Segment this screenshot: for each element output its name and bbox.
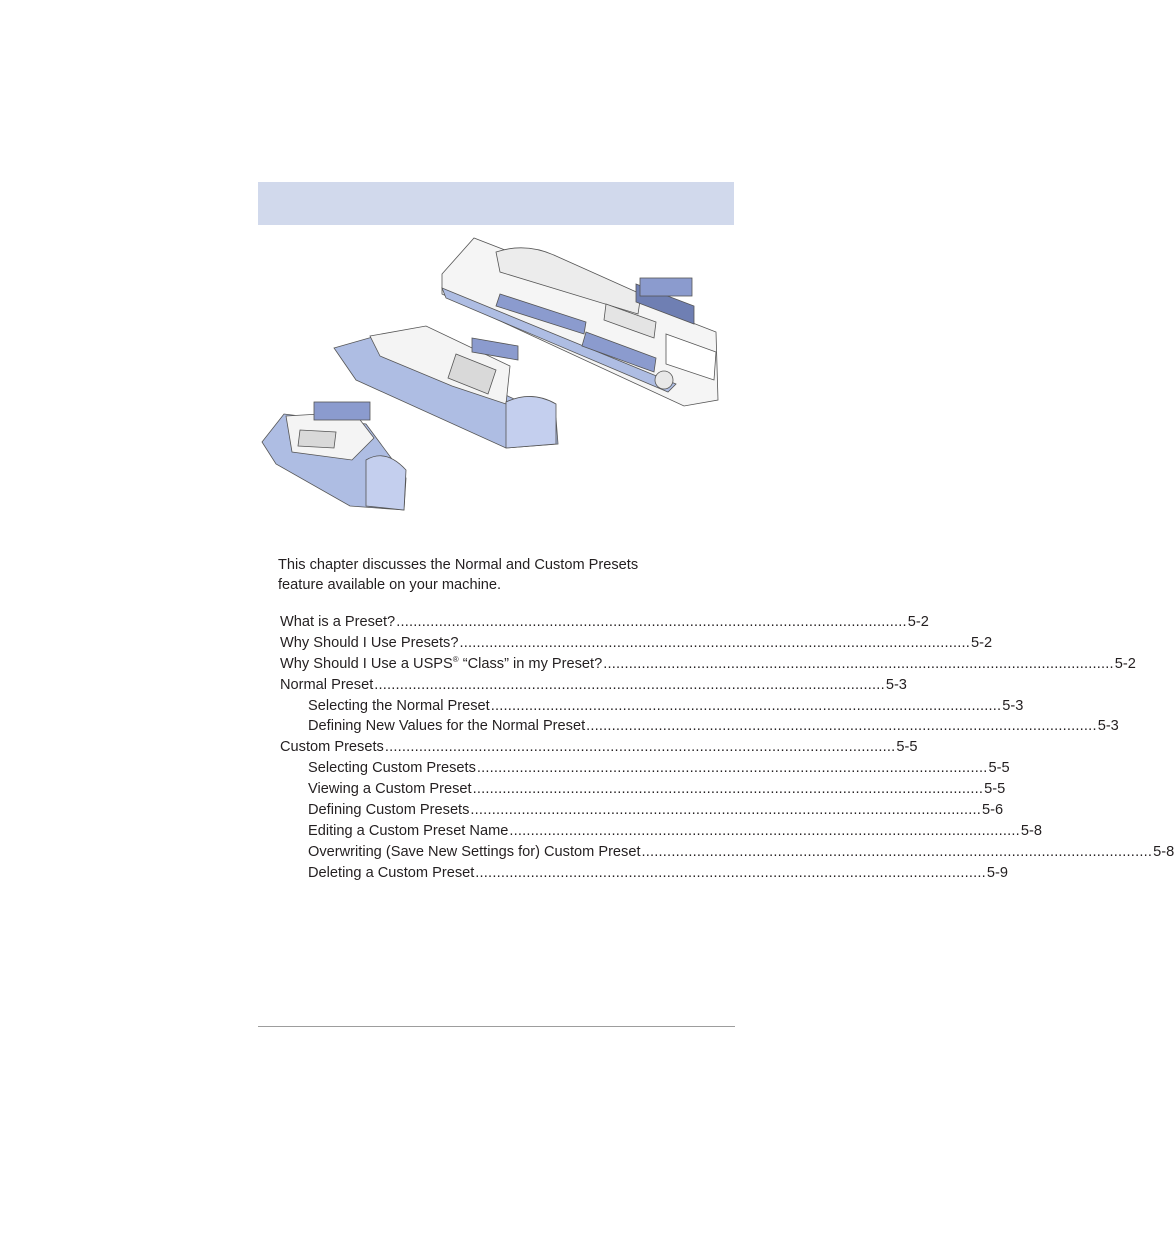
toc-entry-why-use-usps-class[interactable] <box>280 654 1136 677</box>
toc-entry-selecting-custom-presets[interactable] <box>280 760 1010 781</box>
toc-entry-title: Viewing a Custom Preset <box>308 781 472 798</box>
toc-leader-dots: ........................................................................................................................ <box>476 760 988 777</box>
intro-line-1: This chapter discusses the Normal and Custom Presets <box>278 557 639 573</box>
toc-entry-title: Editing a Custom Preset Name <box>308 822 509 839</box>
toc-entry-title: What is a Preset? <box>280 614 396 630</box>
toc-leader-dots: ........................................................................................................................ <box>396 614 907 630</box>
toc-leader-dots: ........................................................................................................................ <box>509 822 1020 839</box>
toc-leader-dots: ........................................................................................................................ <box>603 655 1114 672</box>
toc-entry-overwriting-custom-preset[interactable] <box>280 843 1174 865</box>
toc-entry-editing-custom-preset-name[interactable] <box>280 822 1042 844</box>
toc-entry-what-is-a-preset[interactable] <box>280 614 929 635</box>
intro-line-2: feature available on your machine. <box>278 577 502 593</box>
toc-entry-why-use-presets[interactable] <box>280 634 993 656</box>
toc-leader-dots: ........................................................................................................................ <box>374 676 885 693</box>
toc-leader-dots: ........................................................................................................................ <box>384 739 896 756</box>
toc-entry-page: 5-9 <box>986 864 1008 881</box>
mailing-machines-illustration <box>256 234 724 514</box>
toc-entry-normal-preset[interactable] <box>280 676 907 698</box>
toc-entry-page: 5-5 <box>988 760 1010 777</box>
toc-entry-page: 5-3 <box>885 676 907 693</box>
toc-entry-title: Defining Custom Presets <box>308 802 470 819</box>
toc-entry-title: Deleting a Custom Preset <box>308 864 475 881</box>
toc-entry-title: Defining New Values for the Normal Preset <box>308 718 586 735</box>
toc-entry-page: 5-8 <box>1153 843 1174 860</box>
toc-entry-title: Selecting Custom Presets <box>308 760 476 777</box>
chapter-header-band <box>258 182 734 225</box>
toc-entry-page: 5-2 <box>971 634 993 651</box>
table-of-contents <box>280 614 1174 886</box>
chapter-intro <box>278 555 708 595</box>
toc-title-part: “Class” in my Preset? <box>458 655 603 672</box>
toc-leader-dots: ........................................................................................................................ <box>475 864 986 881</box>
toc-entry-page: 5-5 <box>896 739 918 756</box>
toc-entry-page: 5-3 <box>1002 697 1024 714</box>
toc-leader-dots: ........................................................................................................................ <box>586 718 1097 735</box>
toc-entry-page: 5-8 <box>1020 822 1042 839</box>
toc-entry-page: 5-5 <box>984 781 1006 798</box>
toc-entry-page: 5-2 <box>1114 655 1136 672</box>
toc-entry-selecting-normal-preset[interactable] <box>280 697 1024 719</box>
toc-leader-dots: ........................................................................................................................ <box>472 781 984 798</box>
toc-entry-title: Why Should I Use Presets? <box>280 634 459 651</box>
footer-rule <box>258 1026 735 1027</box>
toc-entry-title: Selecting the Normal Preset <box>308 697 490 714</box>
toc-entry-title: Normal Preset <box>280 676 374 693</box>
toc-entry-title: Custom Presets <box>280 739 384 756</box>
toc-entry-page: 5-2 <box>907 614 929 630</box>
small-mailing-machine <box>262 402 406 510</box>
registered-mark: ® <box>452 654 459 664</box>
toc-leader-dots: ........................................................................................................................ <box>470 802 981 819</box>
toc-entry-page: 5-6 <box>981 802 1004 819</box>
toc-entry-title <box>280 656 602 672</box>
toc-entry-custom-presets[interactable] <box>280 739 918 760</box>
toc-leader-dots: ........................................................................................................................ <box>641 843 1153 860</box>
toc-leader-dots: ........................................................................................................................ <box>490 697 1002 714</box>
toc-entry-deleting-custom-preset[interactable] <box>280 864 1008 886</box>
toc-title-part: Why Should I Use a USPS <box>280 655 453 672</box>
toc-entry-viewing-custom-preset[interactable] <box>280 781 1006 802</box>
toc-entry-title: Overwriting (Save New Settings for) Custom Preset <box>308 843 641 860</box>
toc-leader-dots: ........................................................................................................................ <box>459 634 971 651</box>
toc-entry-defining-normal-preset[interactable] <box>280 718 1119 739</box>
toc-entry-defining-custom-presets[interactable] <box>280 802 1004 823</box>
toc-entry-page: 5-3 <box>1097 718 1119 735</box>
